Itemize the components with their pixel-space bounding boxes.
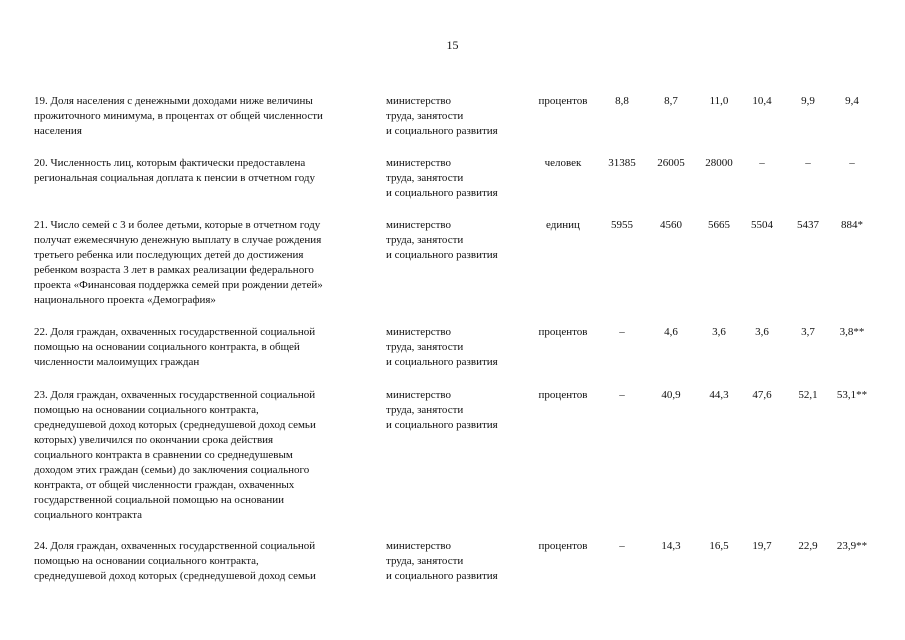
value-cell: 8,7 [664, 95, 678, 107]
indicator-name [34, 388, 376, 523]
text-line: и социального развития [386, 187, 498, 199]
text-line: министерство [386, 95, 452, 107]
value-cell: 11,0 [709, 95, 729, 107]
text-line: и социального развития [386, 570, 498, 582]
text-line: труда, занятости [386, 172, 464, 184]
value-cell: 16,5 [709, 540, 729, 552]
unit: процентов [538, 540, 588, 552]
text-line: труда, занятости [386, 234, 464, 246]
value-cell: – [805, 157, 811, 169]
value-cell: 40,9 [661, 389, 681, 401]
text-line: труда, занятости [386, 110, 464, 122]
text-line: и социального развития [386, 249, 498, 261]
text-line: труда, занятости [386, 341, 464, 353]
text-line: которых) увеличился по окончании срока действия [34, 434, 274, 446]
text-line: министерство [386, 157, 452, 169]
value-cell: 19,7 [752, 540, 772, 552]
text-line: и социального развития [386, 125, 498, 137]
value-cell: 26005 [657, 157, 685, 169]
text-line: среднедушевой доход которых (среднедушевой доход семьи [34, 419, 316, 431]
value-cell: – [619, 326, 625, 338]
value-cell: 8,8 [615, 95, 629, 107]
unit: процентов [538, 389, 588, 401]
indicator-name [34, 325, 376, 370]
text-line: социального контракта в сравнении со среднедушевым [34, 449, 293, 461]
indicator-name [34, 94, 376, 139]
text-line: помощью на основании социального контракта, [34, 404, 259, 416]
value-cell: 23,9** [836, 540, 868, 552]
unit: человек [544, 157, 582, 169]
responsible-ministry [386, 325, 526, 370]
value-cell: 3,6 [712, 326, 726, 338]
text-line: министерство [386, 389, 452, 401]
value-cell: 5437 [797, 219, 819, 231]
value-cell: 5504 [751, 219, 773, 231]
text-line: 22. Доля граждан, охваченных государственной социальной [34, 326, 316, 338]
text-line: третьего ребенка или последующих детей до достижения [34, 249, 304, 261]
text-line: населения [34, 125, 82, 137]
responsible-ministry [386, 94, 526, 139]
value-cell: 4,6 [664, 326, 678, 338]
text-line: среднедушевой доход которых (среднедушевой доход семьи [34, 570, 316, 582]
value-cell: 22,9 [798, 540, 818, 552]
text-line: национального проекта «Демография» [34, 294, 216, 306]
text-line: ребенком возраста 3 лет в рамках реализации федерального [34, 264, 314, 276]
text-line: проекта «Финансовая поддержка семей при рождении детей» [34, 279, 323, 291]
value-cell: 47,6 [752, 389, 772, 401]
text-line: помощью на основании социального контракта, [34, 555, 259, 567]
responsible-ministry [386, 539, 526, 584]
text-line: доходом этих граждан (семьи) до заключения социального [34, 464, 310, 476]
text-line: численности малоимущих граждан [34, 356, 200, 368]
indicator-name [34, 218, 376, 308]
text-line: социального контракта [34, 509, 143, 521]
value-cell: 884* [841, 219, 863, 231]
text-line: 20. Численность лиц, которым фактически предоставлена [34, 157, 306, 169]
unit: единиц [546, 219, 580, 231]
page-number: 15 [446, 38, 459, 52]
text-line: государственной социальной помощью на основании [34, 494, 285, 506]
text-line: контракта, от общей численности граждан, охваченных [34, 479, 295, 491]
indicator-name [34, 539, 376, 584]
value-cell: – [619, 540, 625, 552]
responsible-ministry [386, 388, 526, 433]
text-line: труда, занятости [386, 555, 464, 567]
text-line: министерство [386, 219, 452, 231]
value-cell: 5665 [708, 219, 730, 231]
text-line: 23. Доля граждан, охваченных государственной социальной [34, 389, 316, 401]
responsible-ministry [386, 218, 526, 263]
value-cell: 3,6 [755, 326, 769, 338]
value-cell: 5955 [611, 219, 633, 231]
indicator-name [34, 156, 376, 186]
value-cell: 9,9 [801, 95, 815, 107]
text-line: получат ежемесячную денежную выплату в случае рождения [34, 234, 322, 246]
unit: процентов [538, 95, 588, 107]
text-line: 21. Число семей с 3 и более детьми, которые в отчетном году [34, 219, 321, 231]
value-cell: 31385 [608, 157, 636, 169]
text-line: помощью на основании социального контракта, в общей [34, 341, 300, 353]
text-line: региональная социальная доплата к пенсии в отчетном году [34, 172, 315, 184]
text-line: министерство [386, 326, 452, 338]
value-cell: – [849, 157, 855, 169]
text-line: министерство [386, 540, 452, 552]
value-cell: 3,8** [839, 326, 865, 338]
value-cell: 10,4 [752, 95, 772, 107]
value-cell: – [759, 157, 765, 169]
unit: процентов [538, 326, 588, 338]
value-cell: 9,4 [845, 95, 859, 107]
value-cell: 14,3 [661, 540, 681, 552]
text-line: труда, занятости [386, 404, 464, 416]
value-cell: 3,7 [801, 326, 815, 338]
value-cell: 28000 [705, 157, 733, 169]
value-cell: 53,1** [836, 389, 868, 401]
value-cell: 44,3 [709, 389, 729, 401]
text-line: 24. Доля граждан, охваченных государственной социальной [34, 540, 316, 552]
text-line: прожиточного минимума, в процентах от общей численности [34, 110, 323, 122]
value-cell: 52,1 [798, 389, 818, 401]
value-cell: 4560 [660, 219, 682, 231]
responsible-ministry [386, 156, 526, 201]
text-line: и социального развития [386, 419, 498, 431]
text-line: и социального развития [386, 356, 498, 368]
value-cell: – [619, 389, 625, 401]
text-line: 19. Доля населения с денежными доходами ниже величины [34, 95, 313, 107]
